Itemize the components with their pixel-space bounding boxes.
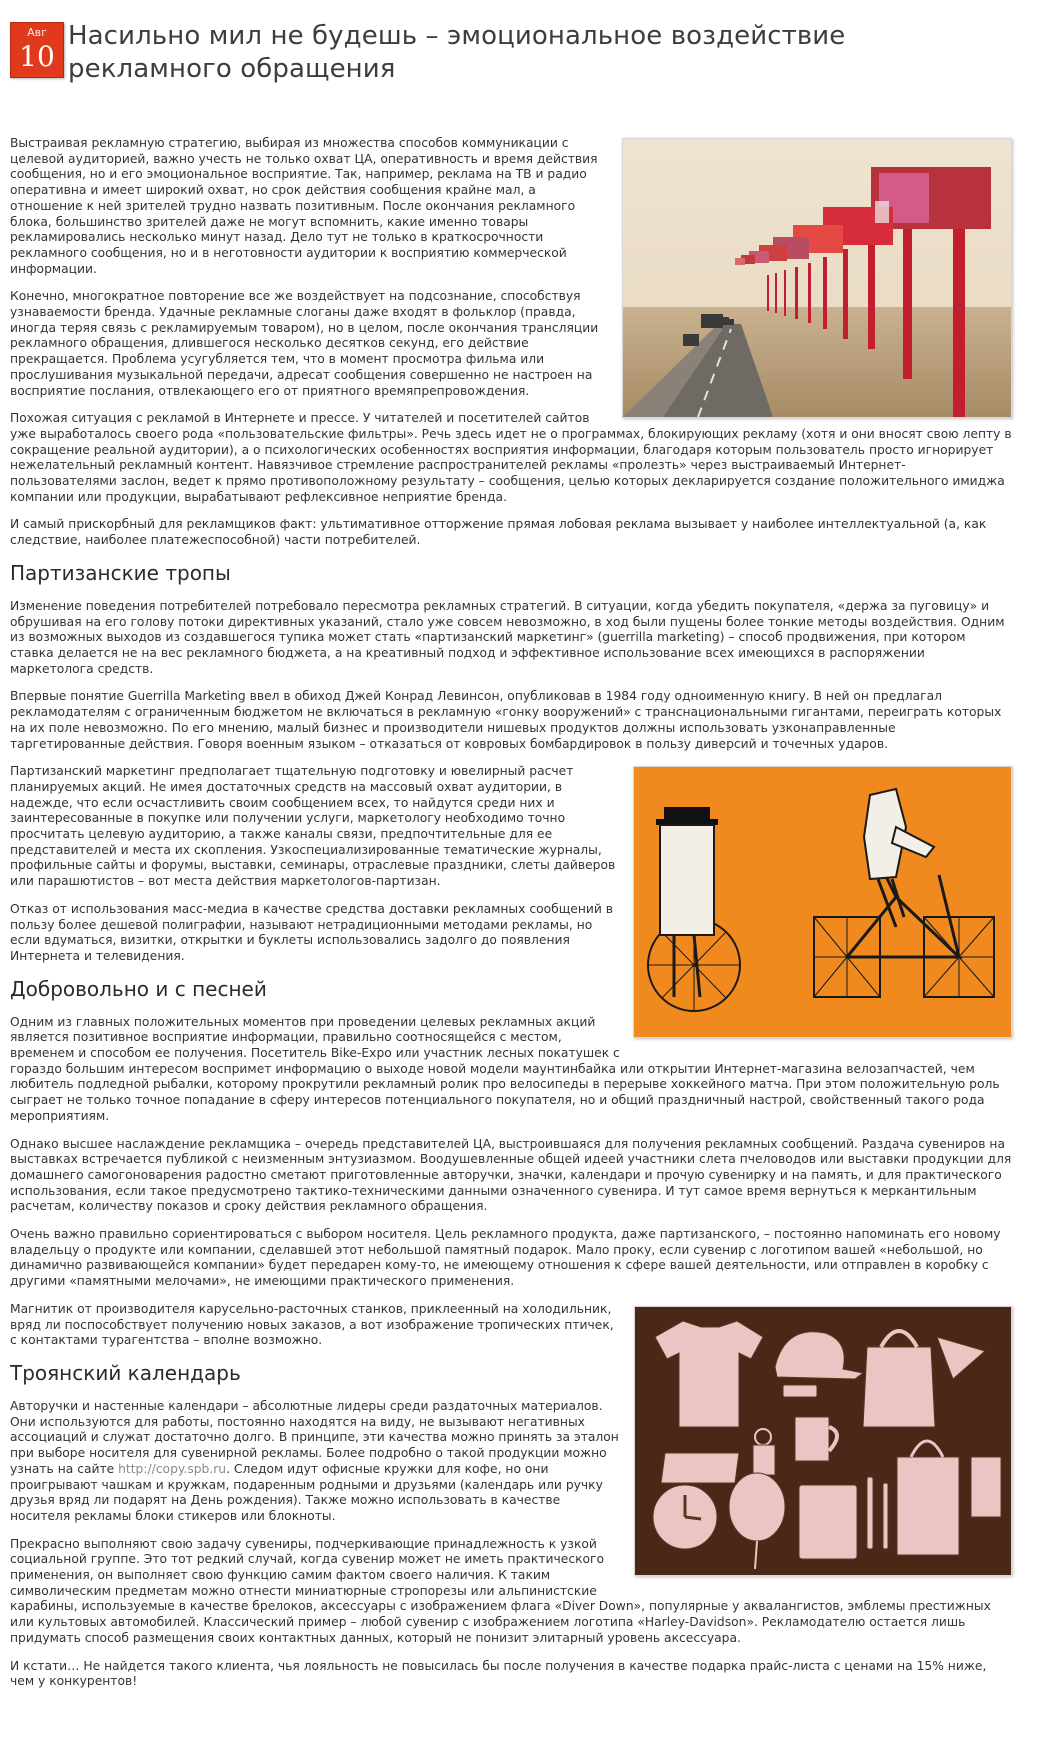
spacer xyxy=(10,110,1012,136)
paragraph: Конечно, многократное повторение все же воздействует на подсознание, способствуя узнаваемости бренда. Удачные рекламные слоганы даже входят в фольклор (правда, иногда теряя связь с рекламируемым товаром), но в целом, после окончания трансляции рекламного обращения, длившегося несколько десятков секунд, его действие прекращается. Проблема усугубляется тем, что в момент просмотра фильма или прослушивания музыкальной передачи, адресат сообщения совершенно не настроен на восприятие послания, отвлекающего его от приятного времяпрепровождения. xyxy=(10,289,599,398)
post xyxy=(10,0,1012,1702)
bicycle-image xyxy=(633,766,1012,1038)
section-heading-partisan: Партизанские тропы xyxy=(10,560,231,585)
paragraph: Очень важно правильно сориентироваться с выбором носителя. Цель рекламного продукта, даже партизанского, – постоянно напоминать его новому владельцу о продукте или компании, сделавшей этот небольшой памятный подарок. Мало проку, если сувенир с логотипом вашей «небольшой, но динамично развивающейся компании» будет передарен кому-то, не имеющему отношения к сфере вашей деятельности, или отправлен в коробку с другими «памятными мелочами», не имеющими практического применения. xyxy=(10,1227,1001,1289)
section-heading-volunteer: Добровольно и с песней xyxy=(10,976,267,1001)
paragraph: Магнитик от производителя карусельно-расточных станков, приклеенный на холодильник, вряд ли поспособствует получению новых заказов, а вот изображение тропических птичек, с контактами турагентства – вполне возможно. xyxy=(10,1301,614,1348)
paragraph: Одним из главных положительных моментов при проведении целевых рекламных акций является позитивное восприятие информации, правильно соотносящейся с местом, временем и способом ее получения. Посетитель Bike-Expo или участник лесных покатушек с гораздо большим интересом воспримет информацию о выходе новой модели маунтинбайка или открытии Интернет-магазина велозапчастей, чем любитель подледной рыбалки, которому прокрутили рекламный ролик про велосипеды в перерыве хоккейного матча. При этом положительную роль сыграет не только точное попадание в сферу интересов потенциального покупателя, но и общий праздничный настрой, свойственный такого рода мероприятиям. xyxy=(10,1014,1000,1123)
souvenirs-illustration xyxy=(635,1307,1011,1575)
date-month: Авг xyxy=(27,26,47,39)
billboards-image xyxy=(622,138,1012,418)
paragraph: Однако высшее наслаждение рекламщика – очередь представителей ЦА, выстроившаяся для получения рекламных сообщений. Раздача сувениров на выставках встречается публикой с неизменным энтузиазмом. Воодушевленные общей идеей участники слета пчеловодов или выставки продукции для домашнего самогоноварения радостно сметают приготовленные авторучки, значки, календари и прочую сувенирку и на память, и для практического использования, если такое предусмотрено тактико-техническими данными означенного сувенира. И тут самое время вернуться к меркантильным расчетам, количеству показов и сроку действия рекламного обращения. xyxy=(10,1136,1012,1214)
paragraph: Похожая ситуация с рекламой в Интернете и прессе. У читателей и посетителей сайтов уже выработалось своего рода «пользовательские фильтры». Речь здесь идет не о программах, блокирующих рекламу (хотя и они вносят свою лепту в сокращение реальной аудитории), а о психологических особенностях восприятия информации, благодаря которым пользователь просто игнорирует нежелательный рекламный контент. Навязчивое стремление распространителей рекламы «пролезть» через выстраиваемый Интернет-пользователями заслон, ведет к прямо противоположному результату – сообщения, целью которых декларируется создание положительного имиджа компании или продукции, вырабатывают рефлексивное неприятие бренда. xyxy=(10,411,1012,504)
souvenirs-image xyxy=(634,1306,1012,1576)
paragraph: Изменение поведения потребителей потребовало пересмотра рекламных стратегий. В ситуации, когда убедить покупателя, «держа за пуговицу» и обрушивая на его голову потоки директивных указаний, стало уже совсем невозможно, в ход были пущены более тонкие методы воздействия. Одним из возможных выходов из создавшегося тупика может стать «партизанский маркетинг» (guerrilla marketing) – способ продвижения, при котором ставка делается не на вес рекламного бюджета, а на креативный подход и эффективное использование всех имеющихся в распоряжении маркетолога средств. xyxy=(10,598,1005,676)
bicycle-illustration xyxy=(634,767,1011,1037)
paragraph: Партизанский маркетинг предполагает тщательную подготовку и ювелирный расчет планируемых акций. Не имея достаточных средств на массовый охват аудитории, в надежде, что если осчастливить своим сообщением всех, то найдутся среди них и заинтересованные в покупке или получении услуги, маркетологу необходимо точно просчитать целевую аудиторию, а также каналы связи, предпочтительные для ее представителей и места их скопления. Узкоспециализированные тематические журналы, профильные сайты и форумы, выставки, семинары, отраслевые праздники, слеты дайверов или парашютистов – вот места действия маркетологов-партизан. xyxy=(10,764,616,889)
paragraph: Прекрасно выполняют свою задачу сувениры, подчеркивающие принадлежность к узкой социальной группе. Это тот редкий случай, когда сувенир может не иметь практического применения, он выполняет свою функцию самим фактом своего наличия. К таким символическим предметам можно отнести миниатюрные стропорезы или альпинистские карабины, используемые в качестве брелоков, аксессуары с изображением флага «Diver Down», популярные у аквалангистов, эмблемы престижных или культовых автомобилей. Классический пример – любой сувенир с изображением логотипа «Harley-Davidson». Рекламодателю остается лишь придумать способ размещения своих контактных данных, который не понизит элитарный уровень аксессуара. xyxy=(10,1536,991,1645)
text-span: . Следом идут офисные кружки для кофе, но они проигрывают чашкам и кружкам, подаренным родными и друзьями (календарь или ручку друзья вряд ли подарят на День рождения). Также можно использовать в качестве носителя рекламы блоки стикеров или блокноты. xyxy=(10,1461,603,1523)
section-heading-trojan: Троянский календарь xyxy=(10,1361,241,1385)
billboards-illustration xyxy=(623,139,1011,417)
paragraph: Впервые понятие Guerrilla Marketing ввел в обиход Джей Конрад Левинсон, опубликовав в 1984 году одноименную книгу. В ней он предлагал рекламодателям с ограниченным бюджетом не включаться в рекламную «гонку вооружений» с транснациональными гигантами, переиграть которых на их поле невозможно. По его мнению, малый бизнес и производители нишевых продуктов должны использовать узконаправленные таргетированные действия. Говоря военным языком – отказаться от ковровых бомбардировок в пользу диверсий и точечных ударов. xyxy=(10,689,1002,751)
site-link[interactable]: http://copy.spb.ru xyxy=(118,1461,227,1476)
post-header xyxy=(10,0,1012,110)
text-span: Авторучки и настенные календари – абсолютные лидеры среди раздаточных материалов. Они используются для работы, постоянно находятся на виду, не вызывают негативных ассоциаций и служат достаточно долго. В принципе, эти качества можно принять за эталон при выборе носителя для сувенирной рекламы. Более подробно о такой продукции можно узнать на сайте xyxy=(10,1399,619,1476)
post-content xyxy=(10,136,1012,1690)
paragraph: И самый прискорбный для рекламщиков факт: ультимативное отторжение прямая лобовая реклама вызывает у наиболее интеллектуальной (а, как следствие, наиболее платежеспособной) части потребителей. xyxy=(10,517,987,548)
date-badge xyxy=(10,22,64,78)
paragraph: Выстраивая рекламную стратегию, выбирая из множества способов коммуникации с целевой аудиторией, важно учесть не только охват ЦА, оперативность и время действия сообщения, но и его эмоциональное восприятие. Так, например, реклама на ТВ и радио оперативна и имеет широкий охват, но срок действия сообщения крайне мал, а отношение к ней зрителей трудно назвать позитивным. После окончания рекламного блока, большинство зрителей даже не могут вспомнить, какие именно товары рекламировались несколько минут назад. Дело тут не только в краткосрочности рекламного сообщения, но и в неготовности аудитории к восприятию коммерческой информации. xyxy=(10,136,598,276)
post-title[interactable]: Насильно мил не будешь – эмоциональное воздействие рекламного обращения xyxy=(68,21,846,84)
paragraph: И кстати… Не найдется такого клиента, чья лояльность не повысилась бы после получения в качестве подарка прайс-листа с ценами на 15% ниже, чем у конкурентов! xyxy=(10,1658,987,1689)
paragraph: Отказ от использования масс-медиа в качестве средства доставки рекламных сообщений в пользу более дешевой полиграфии, называют нетрадиционными методами рекламы, но если вдуматься, визитки, открытки и буклеты использовались задолго до появления Интернета и телевидения. xyxy=(10,901,614,963)
date-day: 10 xyxy=(19,40,55,73)
